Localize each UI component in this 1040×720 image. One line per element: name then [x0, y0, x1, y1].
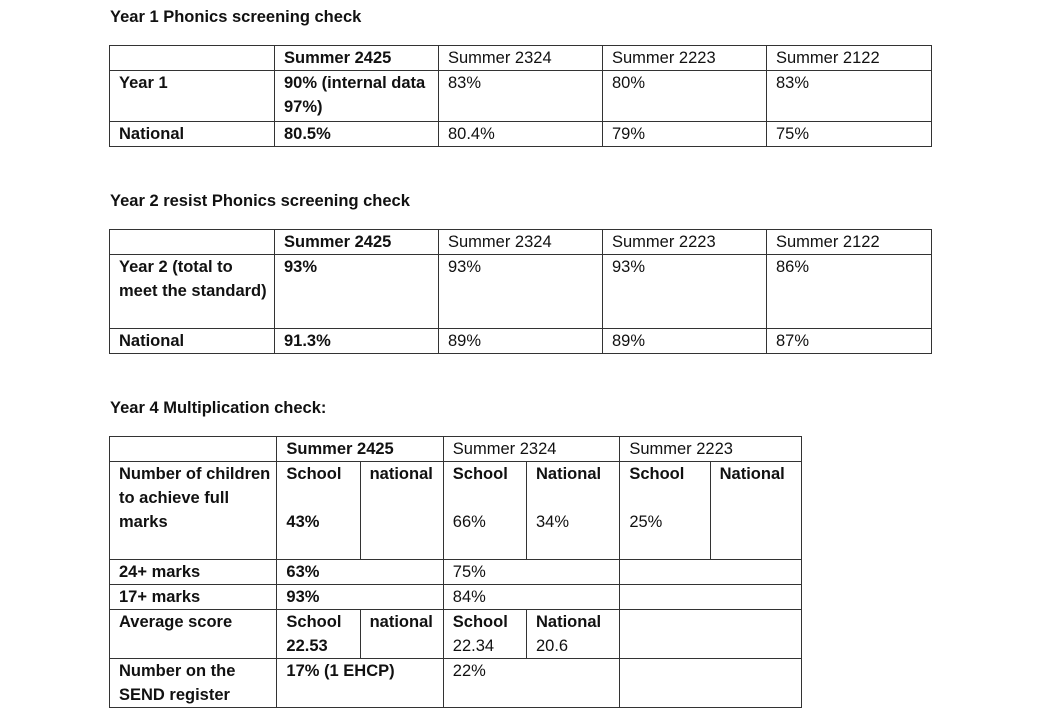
table-cell [620, 610, 802, 659]
cell-value: 22.34 [452, 637, 495, 655]
cell-value: 25% [629, 513, 663, 531]
table-cell [620, 462, 710, 560]
year2-phonics-table [109, 229, 932, 354]
table-cell: 89% [439, 329, 603, 354]
cell-value: 34% [535, 513, 570, 531]
table-cell: 90% (internal data 97%) [275, 71, 439, 122]
cell-value: 43% [286, 513, 320, 531]
header-cell: Summer 2324 [439, 230, 603, 255]
subheader-national: National [535, 613, 602, 631]
row-label: 17+ marks [110, 585, 277, 610]
table-cell [360, 462, 443, 560]
table-header-row [110, 230, 932, 255]
table-row [110, 71, 932, 122]
table-cell: 63% [277, 560, 443, 585]
header-cell: Summer 2425 [277, 437, 443, 462]
table-cell [443, 610, 526, 659]
table-cell [710, 462, 801, 560]
table-cell: 22% [443, 659, 620, 708]
year1-phonics-table [109, 45, 932, 147]
header-cell: Summer 2122 [767, 230, 932, 255]
row-label: Number on the SEND register [110, 659, 277, 708]
table-cell: 93% [603, 255, 767, 329]
table-cell [526, 462, 619, 560]
table-cell: 80.5% [275, 122, 439, 147]
table-cell: 80% [603, 71, 767, 122]
cell-value: 22.53 [286, 637, 328, 655]
header-cell-empty [110, 230, 275, 255]
header-cell: Summer 2425 [275, 46, 439, 71]
table-cell [620, 659, 802, 708]
table-cell: 75% [767, 122, 932, 147]
cell-value: 66% [452, 513, 486, 531]
table-row [110, 122, 932, 147]
header-cell-empty [110, 437, 277, 462]
table-cell: 83% [767, 71, 932, 122]
table-header-row [110, 46, 932, 71]
table-cell [620, 585, 802, 610]
row-label: Year 1 [110, 71, 275, 122]
table-cell: 91.3% [275, 329, 439, 354]
header-cell: Summer 2223 [620, 437, 802, 462]
table-cell: 93% [275, 255, 439, 329]
header-cell: Summer 2223 [603, 46, 767, 71]
table-cell [526, 610, 619, 659]
row-label: 24+ marks [110, 560, 277, 585]
table-cell: 93% [439, 255, 603, 329]
header-cell: Summer 2223 [603, 230, 767, 255]
row-label: Year 2 (total to meet the standard) [110, 255, 275, 329]
row-label: National [110, 122, 275, 147]
cell-value: 20.6 [535, 637, 569, 655]
table-row-full-marks [110, 462, 802, 560]
table-cell: 80.4% [439, 122, 603, 147]
table-header-row [110, 437, 802, 462]
table-row-average [110, 610, 802, 659]
header-cell-empty [110, 46, 275, 71]
header-cell: Summer 2122 [767, 46, 932, 71]
table-row [110, 329, 932, 354]
year4-multiplication-table [109, 436, 802, 708]
table-row-17-marks [110, 585, 802, 610]
table-row-24-marks [110, 560, 802, 585]
table-cell [620, 560, 802, 585]
table-cell [277, 610, 360, 659]
subheader-national: National [719, 465, 785, 483]
table-cell: 93% [277, 585, 443, 610]
subheader-school: School [286, 613, 342, 631]
subheader-school: School [286, 465, 342, 483]
row-label: Number of children to achieve full marks [110, 462, 277, 560]
header-cell: Summer 2324 [443, 437, 620, 462]
subheader-school: School [452, 465, 508, 483]
row-label: National [110, 329, 275, 354]
table-cell: 89% [603, 329, 767, 354]
table-cell: 87% [767, 329, 932, 354]
table-cell [443, 462, 526, 560]
row-label: Average score [110, 610, 277, 659]
section-title-year1-phonics: Year 1 Phonics screening check [110, 8, 362, 26]
header-cell: Summer 2324 [439, 46, 603, 71]
table-cell: 86% [767, 255, 932, 329]
table-cell [360, 610, 443, 659]
table-row-send [110, 659, 802, 708]
section-title-year2-phonics: Year 2 resist Phonics screening check [110, 192, 410, 210]
section-title-year4-multiplication: Year 4 Multiplication check: [110, 399, 327, 417]
subheader-school: School [629, 465, 685, 483]
table-cell: 79% [603, 122, 767, 147]
subheader-national: national [369, 613, 433, 631]
header-cell: Summer 2425 [275, 230, 439, 255]
subheader-national: National [535, 465, 602, 483]
table-cell: 75% [443, 560, 620, 585]
table-row [110, 255, 932, 329]
subheader-school: School [452, 613, 508, 631]
table-cell [277, 462, 360, 560]
table-cell: 17% (1 EHCP) [277, 659, 443, 708]
subheader-national: national [369, 465, 433, 483]
table-cell: 84% [443, 585, 620, 610]
table-cell: 83% [439, 71, 603, 122]
